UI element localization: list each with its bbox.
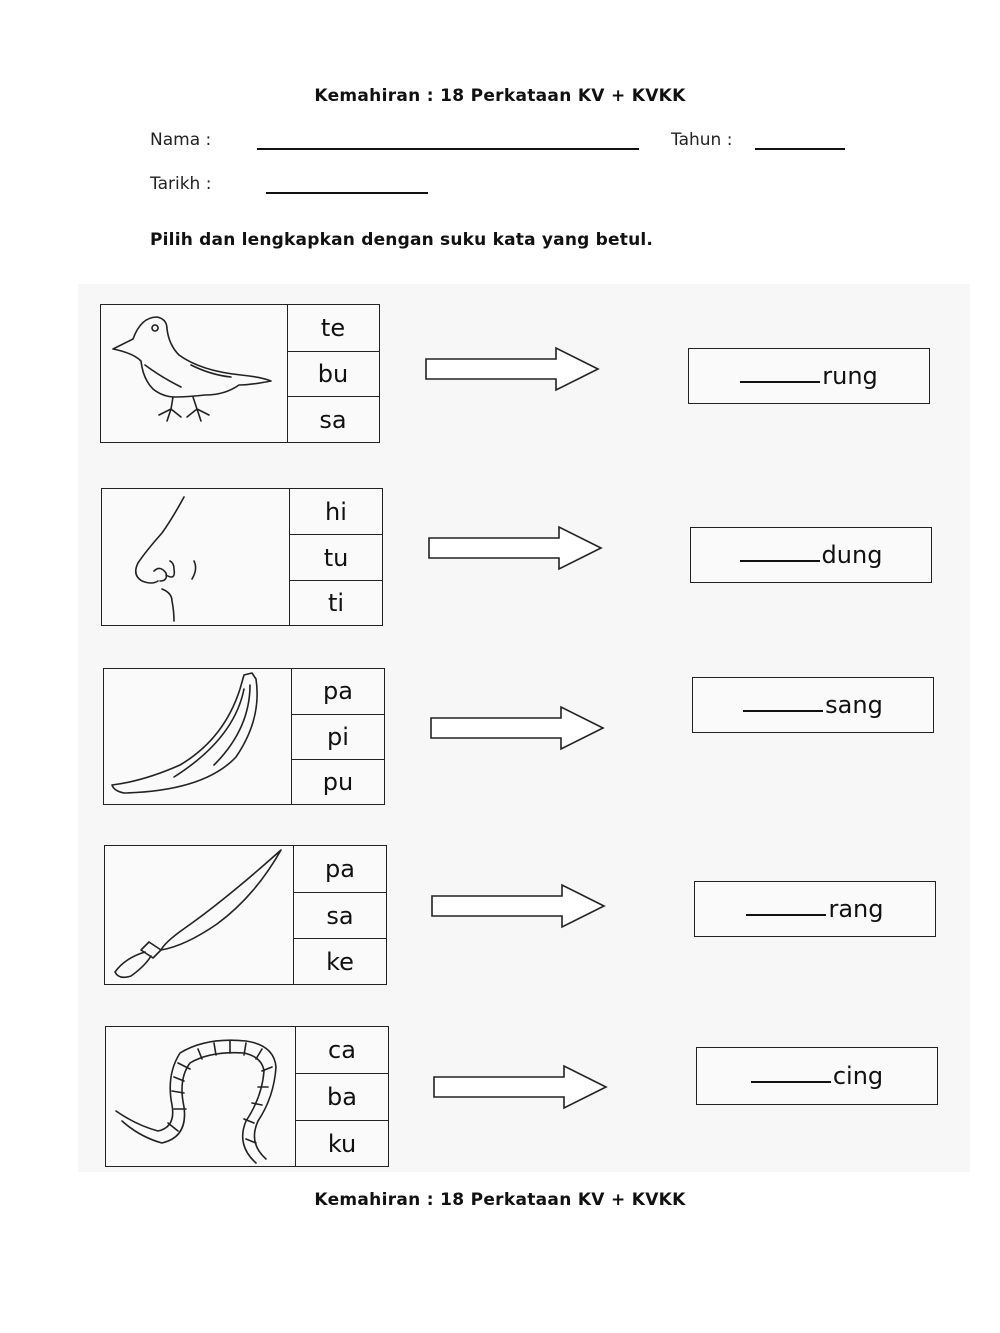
answer-box[interactable] xyxy=(696,1047,938,1105)
syllable-option[interactable]: hi xyxy=(325,497,347,526)
tarikh-field[interactable] xyxy=(266,192,428,194)
answer-box[interactable] xyxy=(688,348,930,404)
answer-blank[interactable] xyxy=(740,381,820,383)
question-card xyxy=(105,1026,389,1167)
answer-suffix: sang xyxy=(825,691,883,719)
question-card xyxy=(103,668,385,805)
arrow-right-icon xyxy=(427,525,603,571)
arrow-right-icon xyxy=(432,1064,608,1110)
bird-icon xyxy=(101,305,288,442)
nose-icon xyxy=(102,489,290,625)
answer-box[interactable] xyxy=(694,881,936,937)
syllable-option[interactable]: ca xyxy=(328,1036,356,1065)
worm-icon xyxy=(106,1027,296,1166)
syllable-option[interactable]: sa xyxy=(294,892,386,939)
syllable-option[interactable]: tu xyxy=(290,534,382,580)
syllable-option[interactable]: pa xyxy=(325,854,355,883)
syllable-option[interactable]: pa xyxy=(323,677,353,706)
answer-blank[interactable] xyxy=(746,914,826,916)
syllable-option[interactable]: ku xyxy=(296,1120,388,1167)
tahun-label: Tahun : xyxy=(671,130,733,150)
arrow-right-icon xyxy=(430,883,606,929)
syllable-option[interactable]: ke xyxy=(294,938,386,985)
question-card xyxy=(100,304,380,443)
syllable-option[interactable]: pi xyxy=(292,714,384,760)
knife-icon xyxy=(105,846,294,984)
answer-suffix: dung xyxy=(821,541,883,569)
tahun-field[interactable] xyxy=(755,148,845,150)
nama-label: Nama : xyxy=(150,130,212,150)
tarikh-label: Tarikh : xyxy=(150,174,212,194)
answer-blank[interactable] xyxy=(743,710,823,712)
footer-title: Kemahiran : 18 Perkataan KV + KVKK xyxy=(314,1190,686,1210)
answer-blank[interactable] xyxy=(740,560,820,562)
banana-icon xyxy=(104,669,292,804)
answer-suffix: cing xyxy=(832,1062,884,1090)
instruction-text: Pilih dan lengkapkan dengan suku kata yang betul. xyxy=(150,230,654,250)
answer-suffix: rang xyxy=(828,895,884,923)
answer-box[interactable] xyxy=(692,677,934,733)
question-card xyxy=(104,845,387,985)
syllable-option[interactable]: pu xyxy=(292,759,384,805)
syllable-option[interactable]: te xyxy=(320,313,346,342)
arrow-right-icon xyxy=(424,346,600,392)
worksheet-title: Kemahiran : 18 Perkataan KV + KVKK xyxy=(314,86,686,106)
syllable-option[interactable]: ba xyxy=(296,1073,388,1120)
nama-field[interactable] xyxy=(257,148,639,150)
answer-box[interactable] xyxy=(690,527,932,583)
answer-suffix: rung xyxy=(822,362,878,390)
answer-blank[interactable] xyxy=(751,1081,831,1083)
syllable-option[interactable]: sa xyxy=(287,396,379,443)
syllable-option[interactable]: bu xyxy=(287,351,379,398)
question-card xyxy=(101,488,383,626)
arrow-right-icon xyxy=(429,705,605,751)
syllable-option[interactable]: ti xyxy=(290,580,382,626)
